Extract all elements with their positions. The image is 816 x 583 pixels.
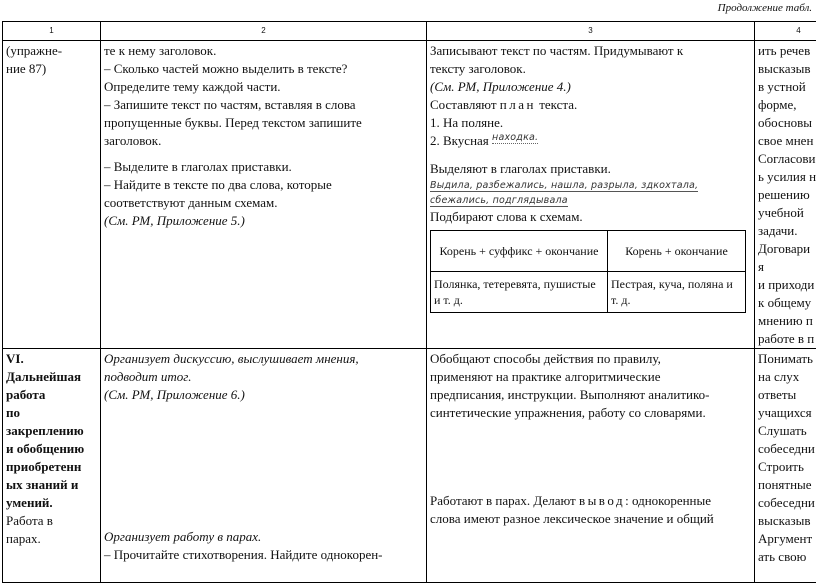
stage-title-line: и обобщению [6, 441, 85, 456]
scheme-body-row [431, 272, 746, 313]
uud-line: собеседни [758, 441, 815, 456]
uud-line: и приходи [758, 277, 815, 292]
uud-line: на слух [758, 369, 800, 384]
uud-line: задачи. [758, 223, 798, 238]
scheme-header-root-suffix-ending: Корень + суффикс + окончание [431, 231, 608, 272]
scheme-header-root-ending: Корень + окончание [608, 231, 746, 272]
uud-line: Аргумент [758, 531, 813, 546]
appendix-reference: (См. РМ, Приложение 5.) [104, 213, 245, 228]
plan-item-2 [430, 132, 751, 152]
uud-line: свое мнен [758, 133, 814, 148]
handwritten-word: находка. [492, 132, 539, 143]
student-line: Записывают текст по частям. Придумывают к [430, 43, 684, 58]
teacher-line: соответствуют данным схемам. [104, 195, 278, 210]
pairs-line [430, 492, 751, 510]
teacher-line: – Прочитайте стихотворения. Найдите однокорен- [104, 547, 383, 562]
column-number-row [3, 22, 816, 41]
teacher-italic-line: Организует работу в парах. [104, 529, 262, 544]
teacher-italic-line: Организует дискуссию, выслушивает мнения, [104, 351, 359, 366]
student-line: слова имеют разное лексическое значение и общий [430, 511, 714, 526]
uud-line: Согласови [758, 151, 816, 166]
stage-text-line: (упражне- [6, 43, 63, 58]
plan-suffix: текста. [535, 97, 578, 112]
uud-line: решению [758, 187, 810, 202]
teacher-line: – Запишите текст по частям, вставляя в слова [104, 97, 356, 112]
uud-line: Понимать [758, 351, 813, 366]
scheme-words-root-ending: Пестрая, куча, поляна и т. д. [608, 272, 746, 313]
table-row [3, 41, 816, 349]
uud-line: высказыв [758, 513, 811, 528]
uud-line: учащихся [758, 405, 812, 420]
stage-cell [3, 349, 101, 583]
scheme-words-root-suffix-ending: Полянка, тетеревята, пушистые и т. д. [431, 272, 608, 313]
table-continuation-caption: Продолжение табл. [717, 2, 812, 14]
stage-text-line: парах. [6, 531, 41, 546]
plan-item-2-text: 2. Вкусная [430, 133, 489, 148]
student-line: Подбирают слова к схемам. [430, 209, 583, 224]
plan-prefix: Составляют [430, 97, 500, 112]
uud-line: собеседни [758, 495, 815, 510]
student-line: тексту заголовок. [430, 61, 526, 76]
teacher-line: – Сколько частей можно выделить в тексте? [104, 61, 348, 76]
uud-line: я [758, 259, 764, 274]
teacher-line: те к нему заголовок. [104, 43, 217, 58]
plan-word: план [499, 97, 536, 112]
table-row [3, 349, 816, 583]
plan-item-1: 1. На поляне. [430, 115, 504, 130]
appendix-reference: (См. РМ, Приложение 6.) [104, 387, 245, 402]
col-number-4: 4 [755, 22, 816, 41]
uud-line: мнению п [758, 313, 813, 328]
lesson-plan-table [2, 21, 816, 583]
word-scheme-table [430, 230, 746, 313]
uud-line: к общему [758, 295, 812, 310]
teacher-activity-cell [101, 349, 427, 583]
uud-line: в устной [758, 79, 806, 94]
stage-title-line: приобретенн [6, 459, 82, 474]
student-line: синтетические упражнения, работу со словарями. [430, 405, 706, 420]
teacher-italic-line: подводит итог. [104, 369, 192, 384]
handwritten-verbs-line-2: сбежались, подглядывала [430, 195, 568, 206]
uud-line: ответы [758, 387, 797, 402]
stage-text-line: ние 87) [6, 61, 47, 76]
stage-title-line: по [6, 405, 20, 420]
uud-line: Строить [758, 459, 804, 474]
uud-line: ь усилия н [758, 169, 816, 184]
uud-line: ать свою [758, 549, 807, 564]
uud-line: Слушать [758, 423, 807, 438]
pairs-prefix: Работают в парах. Делают [430, 493, 579, 508]
stage-title-line: ых знаний и [6, 477, 79, 492]
teacher-activity-cell [101, 41, 427, 349]
plan-line [430, 96, 751, 114]
col-number-2: 2 [101, 22, 427, 41]
appendix-reference: (См. РМ, Приложение 4.) [430, 79, 571, 94]
uud-line: высказыв [758, 61, 811, 76]
teacher-line: Определите тему каждой части. [104, 79, 281, 94]
uud-line: работе в п [758, 331, 815, 346]
col-number-3: 3 [427, 22, 755, 41]
stage-title-line: закреплению [6, 423, 84, 438]
student-activity-cell [427, 41, 755, 349]
teacher-line: пропущенные буквы. Перед текстом запишите [104, 115, 362, 130]
uud-line: ить речев [758, 43, 811, 58]
stage-title-line: работа [6, 387, 46, 402]
handwritten-verbs-line-1: Выдила, разбежались, нашла, разрыла, здкохтала, [430, 180, 699, 191]
teacher-line: заголовок. [104, 133, 162, 148]
student-activity-cell [427, 349, 755, 583]
student-line: применяют на практике алгоритмические [430, 369, 661, 384]
teacher-line: – Выделите в глаголах приставки. [104, 159, 292, 174]
uud-line: учебной [758, 205, 804, 220]
pairs-word: вывод [578, 493, 626, 508]
uud-cell [755, 41, 816, 349]
stage-text-line: Работа в [6, 513, 53, 528]
uud-cell [755, 349, 816, 583]
stage-title-line: умений. [6, 495, 53, 510]
student-line: предписания, инструкции. Выполняют аналитико- [430, 387, 710, 402]
stage-title-line: VI. [6, 351, 24, 366]
stage-title-line: Дальнейшая [6, 369, 81, 384]
uud-line: Договари [758, 241, 811, 256]
uud-line: форме, [758, 97, 797, 112]
col-number-1: 1 [3, 22, 101, 41]
student-line: Обобщают способы действия по правилу, [430, 351, 661, 366]
teacher-line: – Найдите в тексте по два слова, которые [104, 177, 332, 192]
scheme-header-row [431, 231, 746, 272]
student-line: Выделяют в глаголах приставки. [430, 161, 611, 176]
uud-line: понятные [758, 477, 812, 492]
stage-cell [3, 41, 101, 349]
uud-line: обосновы [758, 115, 813, 130]
pairs-suffix: : однокоренные [625, 493, 712, 508]
